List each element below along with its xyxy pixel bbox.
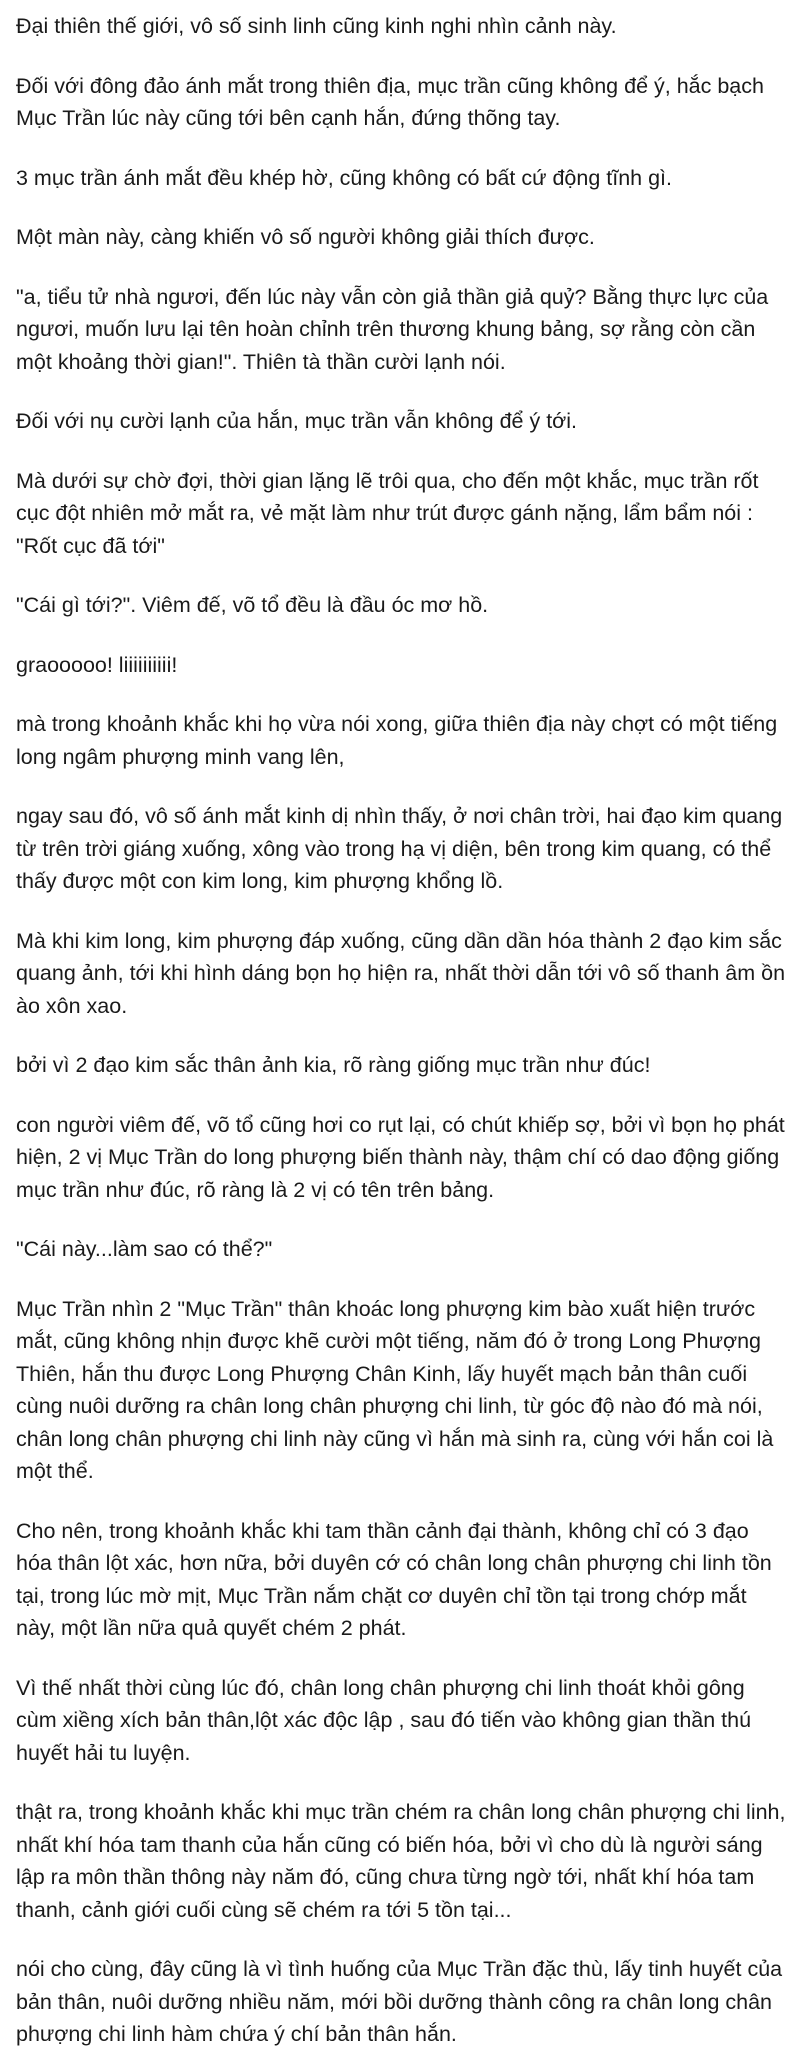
paragraph: mà trong khoảnh khắc khi họ vừa nói xong, giữa thiên địa này chợt có một tiếng long ngâm phượng minh vang lên, bbox=[16, 712, 778, 769]
paragraph: "a, tiểu tử nhà ngươi, đến lúc này vẫn còn giả thần giả quỷ? Bằng thực lực của ngươi, muốn lưu lại tên hoàn chỉnh trên thương khung bảng, sợ rằng còn cần một khoảng thời gian!". Thiên tà thần cười lạnh nói. bbox=[16, 284, 769, 374]
paragraph: Vì thế nhất thời cùng lúc đó, chân long chân phượng chi linh thoát khỏi gông cùm xiềng xích bản thân,lột xác độc lập , sau đó tiến vào không gian thần thú huyết hải tu luyện. bbox=[16, 1675, 752, 1765]
paragraph: bởi vì 2 đạo kim sắc thân ảnh kia, rõ ràng giống mục trần như đúc! bbox=[16, 1053, 651, 1077]
paragraph: con người viêm đế, võ tổ cũng hơi co rụt lại, có chút khiếp sợ, bởi vì bọn họ phát hiện, 2 vị Mục Trần do long phượng biến thành này, thậm chí có dao động giống mục trần như đúc, rõ ràng là 2 vị có tên trên bảng. bbox=[16, 1112, 785, 1202]
paragraph: Cho nên, trong khoảnh khắc khi tam thần cảnh đại thành, không chỉ có 3 đạo hóa thân lột xác, hơn nữa, bởi duyên cớ có chân long chân phượng chi linh tồn tại, trong lúc mờ mịt, Mục Trần nắm chặt cơ duyên chỉ tồn tại trong chớp mắt này, một lần nữa quả quyết chém 2 phát. bbox=[16, 1518, 772, 1640]
paragraph: Mà dưới sự chờ đợi, thời gian lặng lẽ trôi qua, cho đến một khắc, mục trần rốt cục đột nhiên mở mắt ra, vẻ mặt làm như trút được gánh nặng, lẩm bẩm nói : "Rốt cục đã tới" bbox=[16, 468, 759, 558]
paragraph: Mà khi kim long, kim phượng đáp xuống, cũng dần dần hóa thành 2 đạo kim sắc quang ảnh, tới khi hình dáng bọn họ hiện ra, nhất thời dẫn tới vô số thanh âm ồn ào xôn xao. bbox=[16, 928, 786, 1018]
paragraph: ngay sau đó, vô số ánh mắt kinh dị nhìn thấy, ở nơi chân trời, hai đạo kim quang từ trên trời giáng xuống, xông vào trong hạ vị diện, bên trong kim quang, có thể thấy được một con kim long, kim phượng khổng lồ. bbox=[16, 804, 783, 893]
paragraph: "Cái này...làm sao có thể?" bbox=[16, 1237, 273, 1261]
paragraph: thật ra, trong khoảnh khắc khi mục trần chém ra chân long chân phượng chi linh, nhất khí hóa tam thanh của hắn cũng có biến hóa, bởi vì cho dù là người sáng lập ra môn thần thông này năm đó, cũng chưa từng ngờ tới, nhất khí hóa tam thanh, cảnh giới cuối cùng sẽ chém ra tới 5 tồn tại... bbox=[16, 1800, 786, 1922]
paragraph: graooooo! liiiiiiiiii! bbox=[16, 652, 178, 677]
paragraph: "Cái gì tới?". Viêm đế, võ tổ đều là đầu óc mơ hồ. bbox=[16, 593, 489, 617]
paragraph: Đối với đông đảo ánh mắt trong thiên địa, mục trần cũng không để ý, hắc bạch Mục Trần lúc này cũng tới bên cạnh hắn, đứng thõng tay. bbox=[16, 73, 764, 130]
paragraph: nói cho cùng, đây cũng là vì tình huống của Mục Trần đặc thù, lấy tinh huyết của bản thân, nuôi dưỡng nhiều năm, mới bồi dưỡng thành công ra chân long chân phượng chi linh hàm chứa ý chí bản thân hắn. bbox=[16, 1957, 783, 2046]
paragraph: Mục Trần nhìn 2 "Mục Trần" thân khoác long phượng kim bào xuất hiện trước mắt, cũng không nhịn được khẽ cười một tiếng, năm đó ở trong Long Phượng Thiên, hắn thu được Long Phượng Chân Kinh, lấy huyết mạch bản thân cuối cùng nuôi dưỡng ra chân long chân phượng chi linh, từ góc độ nào đó mà nói, chân long chân phượng chi linh này cũng vì hắn mà sinh ra, cùng với hắn coi là một thể. bbox=[16, 1296, 774, 1483]
paragraph: 3 mục trần ánh mắt đều khép hờ, cũng không có bất cứ động tĩnh gì. bbox=[16, 165, 672, 190]
paragraph: Một màn này, càng khiến vô số người không giải thích được. bbox=[16, 225, 595, 249]
paragraph: Đại thiên thế giới, vô số sinh linh cũng kinh nghi nhìn cảnh này. bbox=[16, 14, 617, 38]
paragraph: Đối với nụ cười lạnh của hắn, mục trần vẫn không để ý tới. bbox=[16, 409, 578, 433]
